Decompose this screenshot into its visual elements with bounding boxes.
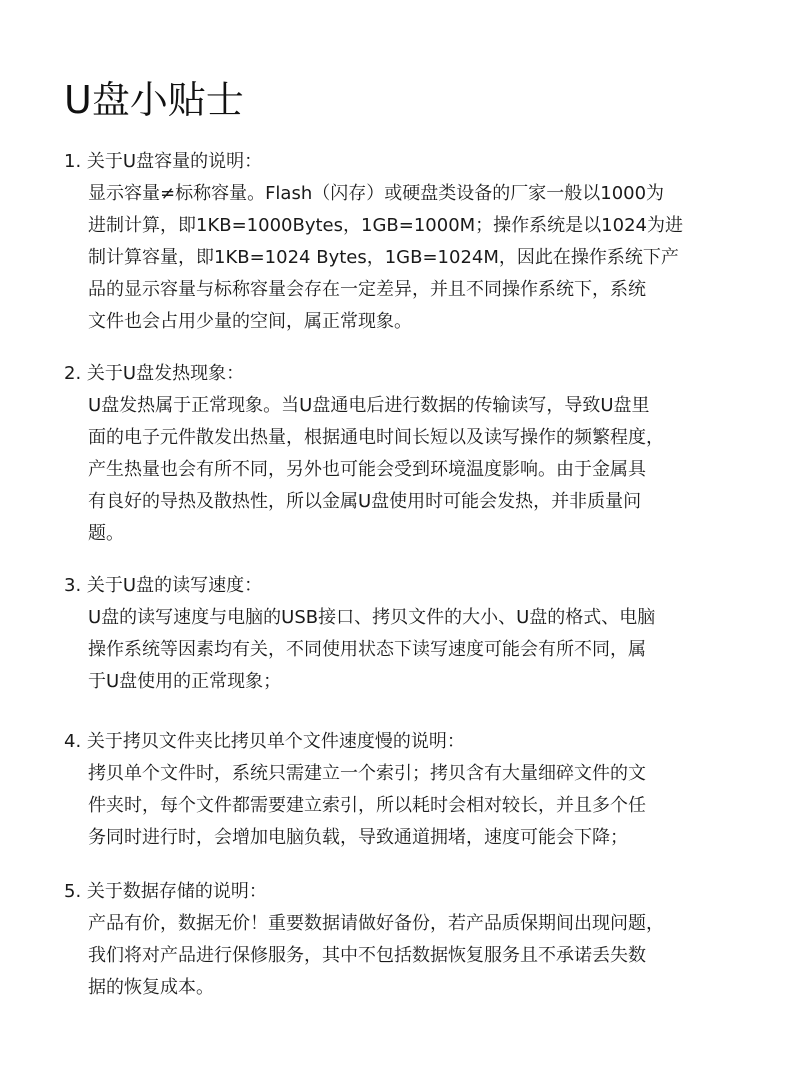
section-number: 3. xyxy=(64,575,82,596)
section-data-storage xyxy=(64,876,744,1004)
section-number: 1. xyxy=(64,151,82,172)
section-body xyxy=(64,178,744,338)
section-heading xyxy=(64,146,744,178)
section-heading-text: 关于拷贝文件夹比拷贝单个文件速度慢的说明： xyxy=(86,731,465,752)
body-line: U盘发热属于正常现象。当U盘通电后进行数据的传输读写，导致U盘里 xyxy=(88,395,650,416)
body-line: 有良好的导热及散热性，所以金属U盘使用时可能会发热，并非质量问 xyxy=(88,491,642,512)
body-line: 品的显示容量与标称容量会存在一定差异，并且不同操作系统下，系统 xyxy=(88,279,646,300)
body-line: 显示容量≠标称容量。Flash（闪存）或硬盘类设备的厂家一般以1000为 xyxy=(88,183,665,204)
section-heading xyxy=(64,570,744,602)
body-line: U盘的读写速度与电脑的USB接口、拷贝文件的大小、U盘的格式、电脑 xyxy=(88,607,656,628)
section-body xyxy=(64,390,744,550)
section-number: 5. xyxy=(64,881,82,902)
section-heading xyxy=(64,726,744,758)
body-line: 文件也会占用少量的空间，属正常现象。 xyxy=(88,311,412,332)
body-line: 题。 xyxy=(88,523,124,544)
body-line: 产品有价，数据无价！重要数据请做好备份，若产品质保期间出现问题， xyxy=(88,913,664,934)
body-line: 面的电子元件散发出热量，根据通电时间长短以及读写操作的频繁程度， xyxy=(88,427,664,448)
section-heading-text: 关于U盘发热现象： xyxy=(86,363,245,384)
body-line: 拷贝单个文件时，系统只需建立一个索引；拷贝含有大量细碎文件的文 xyxy=(88,763,646,784)
section-heading-text: 关于数据存储的说明： xyxy=(86,881,267,902)
body-line: 制计算容量，即1KB=1024 Bytes，1GB=1024M，因此在操作系统下产 xyxy=(88,247,679,268)
section-folder-copy xyxy=(64,726,744,854)
section-heat xyxy=(64,358,744,550)
body-line: 进制计算，即1KB=1000Bytes，1GB=1000M；操作系统是以1024为进 xyxy=(88,215,683,236)
section-body xyxy=(64,758,744,854)
section-heading-text: 关于U盘的读写速度： xyxy=(86,575,263,596)
body-line: 产生热量也会有所不同，另外也可能会受到环境温度影响。由于金属具 xyxy=(88,459,646,480)
section-capacity xyxy=(64,146,744,338)
body-line: 操作系统等因素均有关，不同使用状态下读写速度可能会有所不同，属 xyxy=(88,639,646,660)
section-number: 2. xyxy=(64,363,82,384)
section-heading-text: 关于U盘容量的说明： xyxy=(86,151,263,172)
section-heading xyxy=(64,876,744,908)
section-body xyxy=(64,908,744,1004)
body-line: 据的恢复成本。 xyxy=(88,977,214,998)
page-title: U盘小贴士 xyxy=(64,78,244,122)
section-body xyxy=(64,602,744,698)
section-number: 4. xyxy=(64,731,82,752)
body-line: 务同时进行时，会增加电脑负载，导致通道拥堵，速度可能会下降； xyxy=(88,827,628,848)
body-line: 我们将对产品进行保修服务，其中不包括数据恢复服务且不承诺丢失数 xyxy=(88,945,646,966)
body-line: 件夹时，每个文件都需要建立索引，所以耗时会相对较长，并且多个任 xyxy=(88,795,646,816)
section-heading xyxy=(64,358,744,390)
section-speed xyxy=(64,570,744,698)
body-line: 于U盘使用的正常现象； xyxy=(88,671,282,692)
